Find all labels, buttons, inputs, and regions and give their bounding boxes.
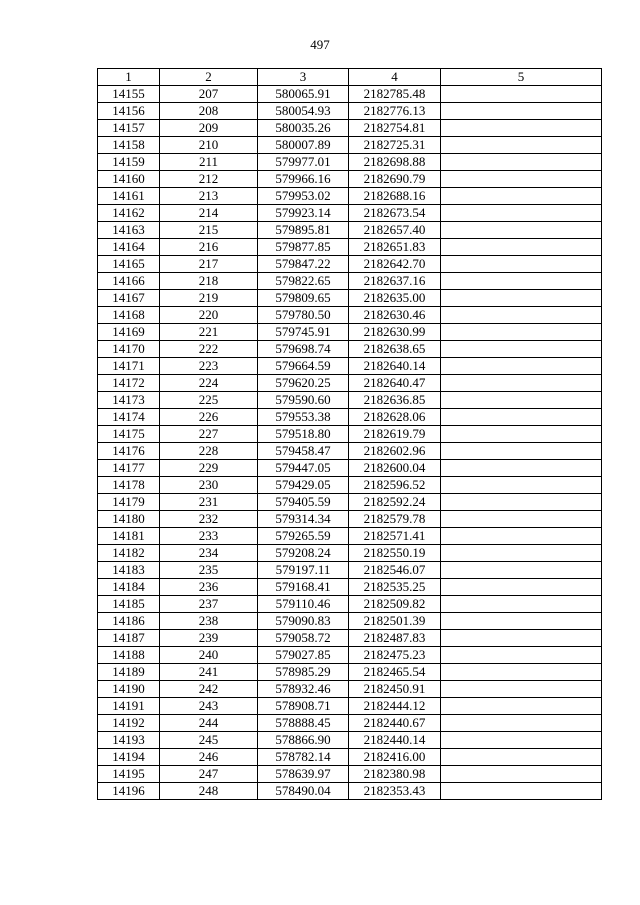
table-cell xyxy=(441,596,602,613)
table-cell xyxy=(441,783,602,800)
table-cell xyxy=(441,460,602,477)
table-cell: 580065.91 xyxy=(258,86,349,103)
table-cell: 2182535.25 xyxy=(349,579,441,596)
table-cell: 14193 xyxy=(98,732,160,749)
table-cell: 580007.89 xyxy=(258,137,349,154)
table-row xyxy=(98,579,602,596)
table-cell xyxy=(441,341,602,358)
table-row xyxy=(98,273,602,290)
table-cell: 227 xyxy=(160,426,258,443)
table-cell: 2182444.12 xyxy=(349,698,441,715)
table-cell: 14161 xyxy=(98,188,160,205)
table-cell: 2182673.54 xyxy=(349,205,441,222)
table-cell: 579780.50 xyxy=(258,307,349,324)
table-cell: 579822.65 xyxy=(258,273,349,290)
table-cell: 218 xyxy=(160,273,258,290)
table-cell: 2182630.99 xyxy=(349,324,441,341)
table-cell xyxy=(441,766,602,783)
table-cell xyxy=(441,120,602,137)
table-row xyxy=(98,358,602,375)
table-cell: 14185 xyxy=(98,596,160,613)
table-cell: 14181 xyxy=(98,528,160,545)
table-row xyxy=(98,630,602,647)
table-cell: 579590.60 xyxy=(258,392,349,409)
table-row xyxy=(98,511,602,528)
table-cell: 14173 xyxy=(98,392,160,409)
table-cell: 14186 xyxy=(98,613,160,630)
table-cell xyxy=(441,307,602,324)
table-cell: 236 xyxy=(160,579,258,596)
table-cell xyxy=(441,239,602,256)
table-cell: 579027.85 xyxy=(258,647,349,664)
table-cell: 14189 xyxy=(98,664,160,681)
table-cell: 208 xyxy=(160,103,258,120)
table-cell: 219 xyxy=(160,290,258,307)
table-cell: 578888.45 xyxy=(258,715,349,732)
table-cell xyxy=(441,256,602,273)
table-cell xyxy=(441,630,602,647)
table-row xyxy=(98,732,602,749)
table-cell: 246 xyxy=(160,749,258,766)
table-cell: 14194 xyxy=(98,749,160,766)
table-row xyxy=(98,494,602,511)
table-cell xyxy=(441,528,602,545)
table-cell: 2182592.24 xyxy=(349,494,441,511)
table-cell xyxy=(441,511,602,528)
coordinates-table xyxy=(97,68,602,800)
table-row xyxy=(98,715,602,732)
table-cell: 221 xyxy=(160,324,258,341)
table-cell: 579058.72 xyxy=(258,630,349,647)
table-row xyxy=(98,681,602,698)
table-cell: 211 xyxy=(160,154,258,171)
table-cell: 2182636.85 xyxy=(349,392,441,409)
table-cell: 2182353.43 xyxy=(349,783,441,800)
table-row xyxy=(98,222,602,239)
table-cell: 579923.14 xyxy=(258,205,349,222)
table-cell xyxy=(441,273,602,290)
table-cell: 207 xyxy=(160,86,258,103)
table-body xyxy=(98,86,602,800)
table-cell: 14162 xyxy=(98,205,160,222)
table-cell: 14188 xyxy=(98,647,160,664)
table-row xyxy=(98,528,602,545)
table-row xyxy=(98,86,602,103)
table-cell xyxy=(441,86,602,103)
table-cell: 2182596.52 xyxy=(349,477,441,494)
table-cell: 579265.59 xyxy=(258,528,349,545)
table-cell: 2182640.14 xyxy=(349,358,441,375)
table-cell xyxy=(441,613,602,630)
table-cell: 2182501.39 xyxy=(349,613,441,630)
table-cell xyxy=(441,749,602,766)
table-cell: 14172 xyxy=(98,375,160,392)
table-row xyxy=(98,647,602,664)
table-row xyxy=(98,613,602,630)
table-cell: 2182465.54 xyxy=(349,664,441,681)
table-cell: 2182640.47 xyxy=(349,375,441,392)
table-row xyxy=(98,341,602,358)
table-cell xyxy=(441,579,602,596)
table-cell: 580035.26 xyxy=(258,120,349,137)
table-row xyxy=(98,154,602,171)
table-cell: 2182602.96 xyxy=(349,443,441,460)
table-cell: 232 xyxy=(160,511,258,528)
table-row xyxy=(98,443,602,460)
table-cell: 14176 xyxy=(98,443,160,460)
table-row xyxy=(98,460,602,477)
column-header: 5 xyxy=(441,69,602,86)
table-cell: 2182725.31 xyxy=(349,137,441,154)
table-cell: 2182754.81 xyxy=(349,120,441,137)
table-cell: 245 xyxy=(160,732,258,749)
table-cell: 580054.93 xyxy=(258,103,349,120)
table-cell: 240 xyxy=(160,647,258,664)
table-cell: 579698.74 xyxy=(258,341,349,358)
table-cell xyxy=(441,171,602,188)
table-row xyxy=(98,205,602,222)
table-cell: 579447.05 xyxy=(258,460,349,477)
table-cell: 2182571.41 xyxy=(349,528,441,545)
table-cell: 579429.05 xyxy=(258,477,349,494)
table-cell xyxy=(441,681,602,698)
table-cell: 579197.11 xyxy=(258,562,349,579)
table-row xyxy=(98,749,602,766)
table-cell: 225 xyxy=(160,392,258,409)
table-row xyxy=(98,698,602,715)
table-cell: 217 xyxy=(160,256,258,273)
table-cell: 14187 xyxy=(98,630,160,647)
table-cell: 14167 xyxy=(98,290,160,307)
table-cell xyxy=(441,732,602,749)
table-cell: 233 xyxy=(160,528,258,545)
table-cell: 242 xyxy=(160,681,258,698)
table-cell: 2182600.04 xyxy=(349,460,441,477)
table-cell: 243 xyxy=(160,698,258,715)
table-cell: 209 xyxy=(160,120,258,137)
table-cell: 14175 xyxy=(98,426,160,443)
table-cell xyxy=(441,494,602,511)
table-cell: 248 xyxy=(160,783,258,800)
table-cell: 2182635.00 xyxy=(349,290,441,307)
table-cell: 241 xyxy=(160,664,258,681)
table-cell xyxy=(441,358,602,375)
table-row xyxy=(98,256,602,273)
table-cell: 578490.04 xyxy=(258,783,349,800)
table-cell: 14155 xyxy=(98,86,160,103)
table-cell: 14192 xyxy=(98,715,160,732)
table-cell: 14157 xyxy=(98,120,160,137)
table-cell: 2182380.98 xyxy=(349,766,441,783)
table-row xyxy=(98,324,602,341)
table-header-row xyxy=(98,69,602,86)
table-cell xyxy=(441,443,602,460)
table-cell: 2182416.00 xyxy=(349,749,441,766)
table-cell: 2182688.16 xyxy=(349,188,441,205)
table-cell: 579877.85 xyxy=(258,239,349,256)
table-cell: 578782.14 xyxy=(258,749,349,766)
table-cell: 579458.47 xyxy=(258,443,349,460)
table-cell xyxy=(441,409,602,426)
table-cell: 2182619.79 xyxy=(349,426,441,443)
table-cell: 2182550.19 xyxy=(349,545,441,562)
table-cell xyxy=(441,137,602,154)
table-cell: 14196 xyxy=(98,783,160,800)
table-cell: 216 xyxy=(160,239,258,256)
table-row xyxy=(98,171,602,188)
table-cell: 2182509.82 xyxy=(349,596,441,613)
table-cell: 579847.22 xyxy=(258,256,349,273)
table-cell: 2182628.06 xyxy=(349,409,441,426)
table-cell: 223 xyxy=(160,358,258,375)
table-cell: 578866.90 xyxy=(258,732,349,749)
table-cell: 2182440.14 xyxy=(349,732,441,749)
table-cell xyxy=(441,103,602,120)
table-cell: 14183 xyxy=(98,562,160,579)
table-cell: 2182475.23 xyxy=(349,647,441,664)
table-row xyxy=(98,307,602,324)
column-header: 1 xyxy=(98,69,160,86)
table-cell: 14165 xyxy=(98,256,160,273)
table-row xyxy=(98,596,602,613)
table-cell: 14190 xyxy=(98,681,160,698)
table-cell xyxy=(441,188,602,205)
table-cell: 224 xyxy=(160,375,258,392)
table-row xyxy=(98,664,602,681)
table-cell xyxy=(441,205,602,222)
table-cell: 14169 xyxy=(98,324,160,341)
table-cell: 228 xyxy=(160,443,258,460)
table-cell: 2182657.40 xyxy=(349,222,441,239)
table-cell: 2182776.13 xyxy=(349,103,441,120)
table-cell: 14171 xyxy=(98,358,160,375)
table-cell xyxy=(441,715,602,732)
table-cell: 579168.41 xyxy=(258,579,349,596)
table-cell: 14178 xyxy=(98,477,160,494)
table-cell: 2182651.83 xyxy=(349,239,441,256)
table-cell: 2182579.78 xyxy=(349,511,441,528)
table-cell: 579090.83 xyxy=(258,613,349,630)
table-row xyxy=(98,120,602,137)
table-cell: 2182638.65 xyxy=(349,341,441,358)
table-cell: 235 xyxy=(160,562,258,579)
table-cell: 579809.65 xyxy=(258,290,349,307)
table-cell: 14170 xyxy=(98,341,160,358)
table-row xyxy=(98,545,602,562)
table-row xyxy=(98,477,602,494)
table-cell: 579553.38 xyxy=(258,409,349,426)
table-cell: 2182630.46 xyxy=(349,307,441,324)
table-cell xyxy=(441,392,602,409)
table-cell: 578639.97 xyxy=(258,766,349,783)
table-cell xyxy=(441,290,602,307)
table-row xyxy=(98,375,602,392)
table-cell: 579977.01 xyxy=(258,154,349,171)
table-cell: 2182637.16 xyxy=(349,273,441,290)
table-cell: 2182642.70 xyxy=(349,256,441,273)
table-cell: 579208.24 xyxy=(258,545,349,562)
table-row xyxy=(98,409,602,426)
table-cell xyxy=(441,562,602,579)
table-cell xyxy=(441,426,602,443)
table-cell: 14160 xyxy=(98,171,160,188)
table-cell: 213 xyxy=(160,188,258,205)
table-cell xyxy=(441,647,602,664)
table-cell: 14191 xyxy=(98,698,160,715)
table-cell: 2182487.83 xyxy=(349,630,441,647)
table-row xyxy=(98,766,602,783)
table-cell xyxy=(441,154,602,171)
table-row xyxy=(98,392,602,409)
table-cell: 14179 xyxy=(98,494,160,511)
table-row xyxy=(98,137,602,154)
table-cell xyxy=(441,545,602,562)
table-cell: 237 xyxy=(160,596,258,613)
column-header: 3 xyxy=(258,69,349,86)
table-cell: 231 xyxy=(160,494,258,511)
table-cell: 14177 xyxy=(98,460,160,477)
table-cell: 2182450.91 xyxy=(349,681,441,698)
table-cell: 14184 xyxy=(98,579,160,596)
table-cell: 234 xyxy=(160,545,258,562)
table-row xyxy=(98,103,602,120)
table-cell: 579405.59 xyxy=(258,494,349,511)
table-cell: 210 xyxy=(160,137,258,154)
table-cell: 578932.46 xyxy=(258,681,349,698)
table-cell: 14156 xyxy=(98,103,160,120)
table-cell: 14164 xyxy=(98,239,160,256)
table-cell: 14168 xyxy=(98,307,160,324)
table-cell: 579745.91 xyxy=(258,324,349,341)
table-cell: 14166 xyxy=(98,273,160,290)
table-cell: 14158 xyxy=(98,137,160,154)
table-cell: 14182 xyxy=(98,545,160,562)
table-cell: 226 xyxy=(160,409,258,426)
table-cell: 2182690.79 xyxy=(349,171,441,188)
table-cell: 247 xyxy=(160,766,258,783)
column-header: 4 xyxy=(349,69,441,86)
table-cell: 2182546.07 xyxy=(349,562,441,579)
table-cell: 2182785.48 xyxy=(349,86,441,103)
table-cell xyxy=(441,698,602,715)
table-cell: 215 xyxy=(160,222,258,239)
table-cell: 238 xyxy=(160,613,258,630)
table-cell: 14163 xyxy=(98,222,160,239)
table-cell: 229 xyxy=(160,460,258,477)
table-cell: 14180 xyxy=(98,511,160,528)
table-cell: 579518.80 xyxy=(258,426,349,443)
table-cell: 579953.02 xyxy=(258,188,349,205)
table-cell: 579966.16 xyxy=(258,171,349,188)
table-cell: 212 xyxy=(160,171,258,188)
table-cell: 214 xyxy=(160,205,258,222)
table-cell xyxy=(441,664,602,681)
table-cell: 222 xyxy=(160,341,258,358)
table-cell xyxy=(441,324,602,341)
table-cell: 578908.71 xyxy=(258,698,349,715)
table-row xyxy=(98,290,602,307)
table-cell: 2182698.88 xyxy=(349,154,441,171)
table-cell: 230 xyxy=(160,477,258,494)
column-header: 2 xyxy=(160,69,258,86)
table-row xyxy=(98,783,602,800)
table-row xyxy=(98,239,602,256)
table-cell: 14195 xyxy=(98,766,160,783)
table-row xyxy=(98,188,602,205)
table-cell: 2182440.67 xyxy=(349,715,441,732)
table-cell: 579895.81 xyxy=(258,222,349,239)
table-cell: 579620.25 xyxy=(258,375,349,392)
table-cell: 244 xyxy=(160,715,258,732)
table-cell: 579314.34 xyxy=(258,511,349,528)
table-row xyxy=(98,426,602,443)
table-row xyxy=(98,562,602,579)
table-cell: 14159 xyxy=(98,154,160,171)
table-cell xyxy=(441,375,602,392)
table-cell: 220 xyxy=(160,307,258,324)
table-cell: 14174 xyxy=(98,409,160,426)
table-cell: 239 xyxy=(160,630,258,647)
table-cell xyxy=(441,477,602,494)
table-cell xyxy=(441,222,602,239)
table-cell: 579110.46 xyxy=(258,596,349,613)
page-number: 497 xyxy=(310,37,330,52)
table-cell: 579664.59 xyxy=(258,358,349,375)
table-cell: 578985.29 xyxy=(258,664,349,681)
